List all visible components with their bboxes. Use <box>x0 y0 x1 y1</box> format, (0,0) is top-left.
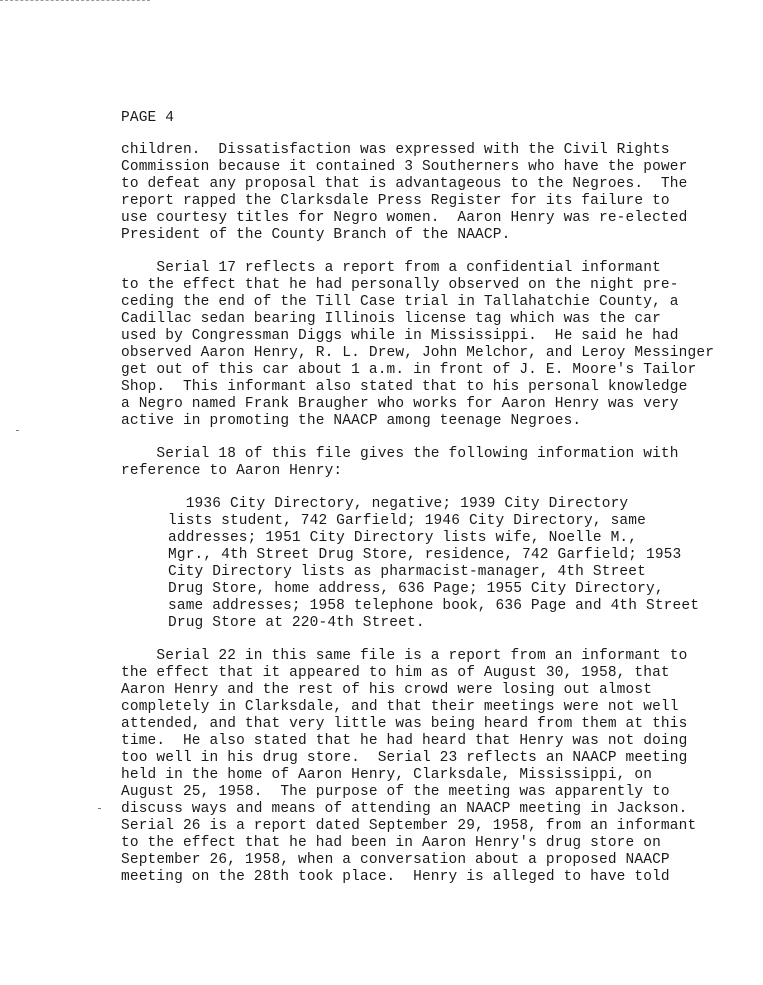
text-line: 1936 City Directory, negative; 1939 City Directory <box>168 496 629 512</box>
text-line: meeting on the 28th took place. Henry is alleged to have told <box>121 869 670 885</box>
text-line: Drug Store at 220-4th Street. <box>168 615 425 631</box>
text-line: active in promoting the NAACP among teenage Negroes. <box>121 413 582 429</box>
text-line: Commission because it contained 3 Southerners who have the power <box>121 159 688 175</box>
text-line: ceding the end of the Till Case trial in Tallahatchie County, a <box>121 294 679 310</box>
text-line: children. Dissatisfaction was expressed with the Civil Rights <box>121 142 670 158</box>
text-line: the effect that it appeared to him as of August 30, 1958, that <box>121 665 670 681</box>
text-line: report rapped the Clarksdale Press Register for its failure to <box>121 193 670 209</box>
scan-mark <box>16 430 19 431</box>
text-line: a Negro named Frank Braugher who works for Aaron Henry was very <box>121 396 679 412</box>
text-line: August 25, 1958. The purpose of the meeting was apparently to <box>121 784 670 800</box>
text-line: Cadillac sedan bearing Illinois license tag which was the car <box>121 311 661 327</box>
text-line: Serial 26 is a report dated September 29, 1958, from an informant <box>121 818 697 834</box>
text-line: reference to Aaron Henry: <box>121 463 343 479</box>
text-line: discuss ways and means of attending an NAACP meeting in Jackson. <box>121 801 688 817</box>
text-line: President of the County Branch of the NAACP. <box>121 227 511 243</box>
text-line: Mgr., 4th Street Drug Store, residence, 742 Garfield; 1953 <box>168 547 682 563</box>
text-line: Aaron Henry and the rest of his crowd were losing out almost <box>121 682 653 698</box>
text-line: time. He also stated that he had heard that Henry was not doing <box>121 733 688 749</box>
text-line: Drug Store, home address, 636 Page; 1955 City Directory, <box>168 581 664 597</box>
text-line: to the effect that he had personally observed on the night pre- <box>121 277 679 293</box>
text-line: to defeat any proposal that is advantageous to the Negroes. The <box>121 176 688 192</box>
text-line: Serial 17 reflects a report from a confidential informant <box>121 260 661 276</box>
text-line: get out of this car about 1 a.m. in front of J. E. Moore's Tailor <box>121 362 697 378</box>
text-line: Serial 18 of this file gives the following information with <box>121 446 679 462</box>
text-line: observed Aaron Henry, R. L. Drew, John Melchor, and Leroy Messinger <box>121 345 715 361</box>
text-line: City Directory lists as pharmacist-manager, 4th Street <box>168 564 646 580</box>
text-line: Shop. This informant also stated that to his personal knowledge <box>121 379 688 395</box>
text-line: too well in his drug store. Serial 23 reflects an NAACP meeting <box>121 750 688 766</box>
text-line: completely in Clarksdale, and that their meetings were not well <box>121 699 679 715</box>
text-line: Serial 22 in this same file is a report from an informant to <box>121 648 688 664</box>
text-line: September 26, 1958, when a conversation about a proposed NAACP <box>121 852 670 868</box>
text-line: use courtesy titles for Negro women. Aaron Henry was re-elected <box>121 210 688 226</box>
text-line: lists student, 742 Garfield; 1946 City Directory, same <box>168 513 646 529</box>
page-number: PAGE 4 <box>121 110 175 126</box>
text-line: addresses; 1951 City Directory lists wife, Noelle M., <box>168 530 638 546</box>
text-line: attended, and that very little was being heard from them at this <box>121 716 688 732</box>
text-line: same addresses; 1958 telephone book, 636 Page and 4th Street <box>168 598 700 614</box>
text-line: to the effect that he had been in Aaron Henry's drug store on <box>121 835 661 851</box>
text-line: held in the home of Aaron Henry, Clarksdale, Mississippi, on <box>121 767 653 783</box>
scan-mark <box>98 808 101 809</box>
text-line: used by Congressman Diggs while in Mississippi. He said he had <box>121 328 679 344</box>
